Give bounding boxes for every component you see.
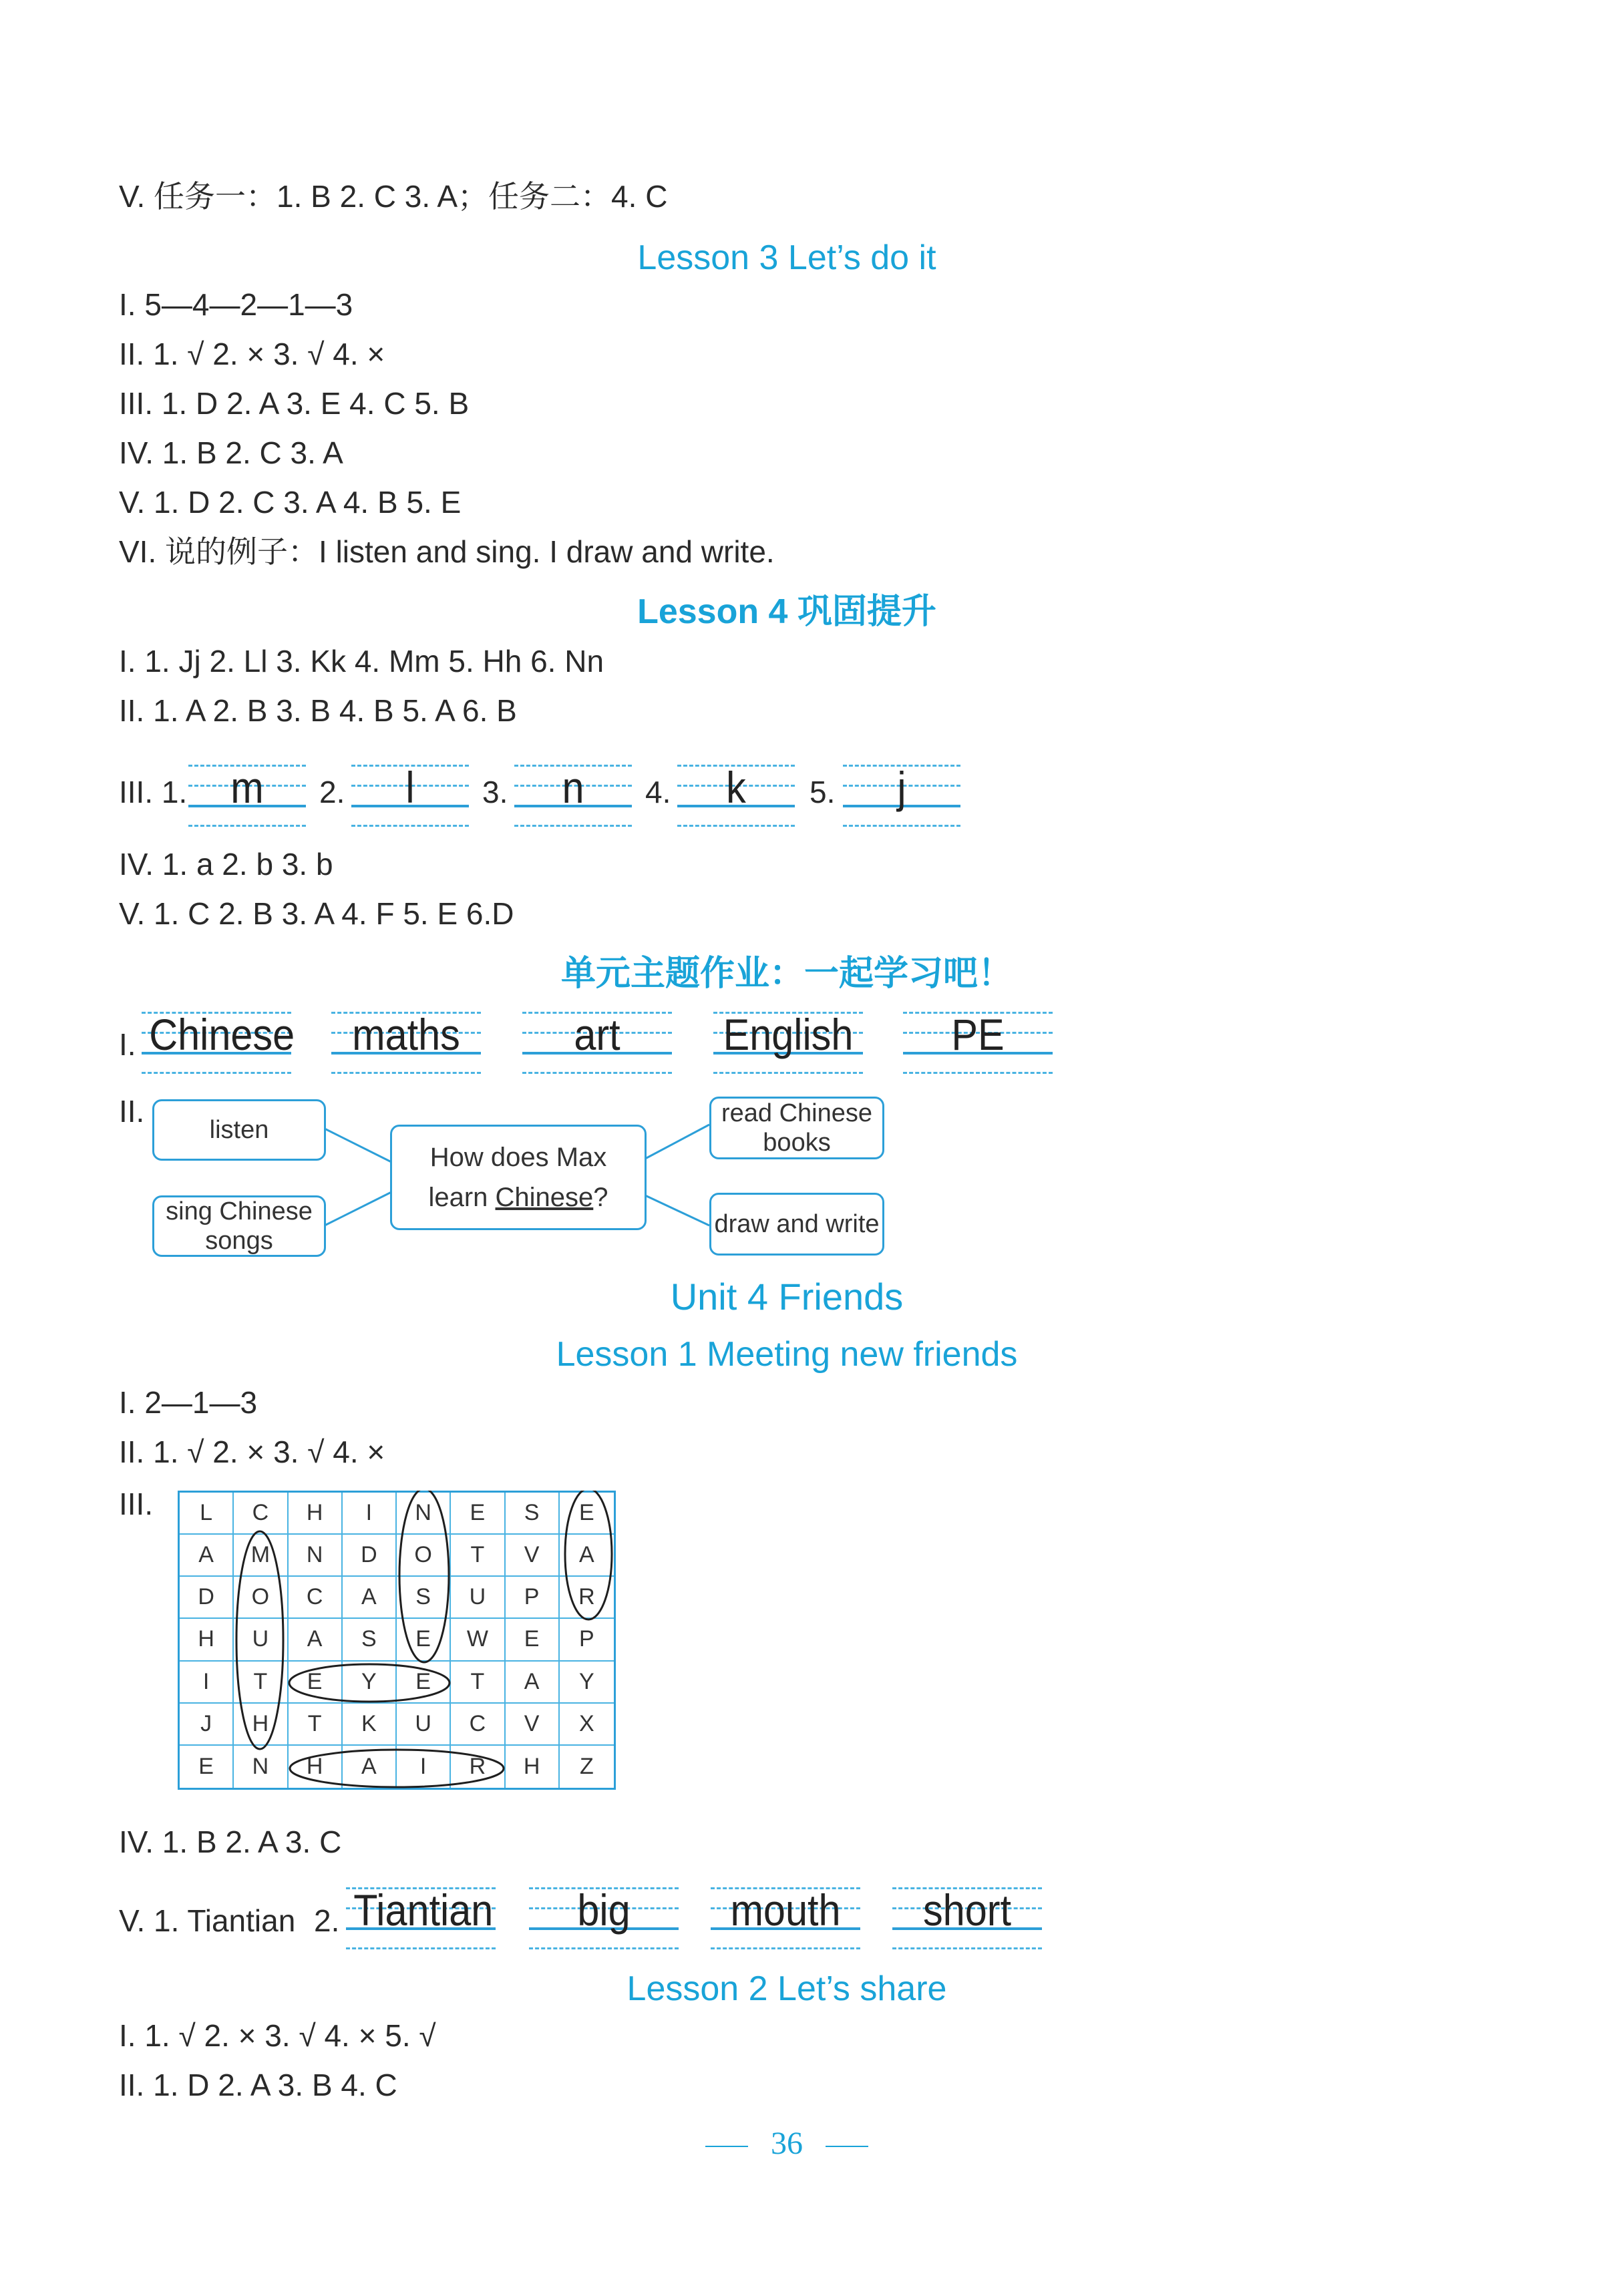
answer-line: IV. 1. a 2. b 3. b — [119, 847, 333, 882]
grid-cell: A — [289, 1619, 343, 1661]
handwriting-line — [346, 1887, 496, 1947]
mindmap-box-draw — [709, 1193, 884, 1256]
handwriting-line — [843, 765, 960, 825]
grid-cell: X — [560, 1704, 614, 1746]
heading-lesson2: Lesson 2 Let’s share — [627, 1969, 947, 2008]
box-text: sing Chinese — [166, 1197, 313, 1225]
heading-lesson3: Lesson 3 Let’s do it — [637, 238, 936, 277]
mindmap-box-read — [709, 1097, 884, 1159]
handwriting-line — [142, 1010, 295, 1072]
answer-line: IV. 1. B 2. A 3. C — [119, 1825, 342, 1859]
handwriting-line — [522, 1012, 672, 1072]
heading-unit-theme: 单元主题作业：一起学习吧！ — [560, 954, 1013, 993]
grid-cell: K — [343, 1704, 397, 1746]
question-number: 3. — [482, 775, 508, 809]
grid-cell: Z — [579, 1753, 594, 1779]
question-number: 5. — [810, 775, 836, 809]
grid-cell: T — [234, 1662, 288, 1704]
grid-cell: I — [397, 1746, 451, 1788]
grid-cell: T — [451, 1662, 505, 1704]
center-text: How does Max — [429, 1143, 607, 1172]
mindmap-box-sing — [152, 1195, 326, 1257]
answer-word: short — [922, 1885, 1012, 1935]
grid-cell: H — [180, 1619, 234, 1661]
subject-word: English — [723, 1010, 854, 1059]
grid-cell: O — [234, 1577, 288, 1619]
grid-cell: E — [506, 1619, 560, 1661]
handwriting-line — [711, 1887, 860, 1947]
grid-cell: S — [397, 1577, 451, 1619]
grid-cell: U — [234, 1619, 288, 1661]
page-number-text: 36 — [771, 2126, 803, 2161]
grid-cell: H — [289, 1746, 343, 1788]
grid-cell: V — [506, 1704, 560, 1746]
heading-unit4: Unit 4 Friends — [670, 1276, 904, 1318]
underlined-word: Chinese — [495, 1183, 594, 1212]
question-label: II. — [119, 1094, 145, 1129]
grid-cell: A — [180, 1535, 234, 1577]
answer-line: I. 1. √ 2. × 3. √ 4. × 5. √ — [119, 2018, 436, 2053]
subject-word: Chinese — [149, 1010, 295, 1059]
grid-cell: T — [289, 1704, 343, 1746]
grid-cell: N — [397, 1493, 451, 1535]
handwriting-line — [188, 765, 306, 825]
box-text: draw and write — [714, 1210, 880, 1238]
grid-cell: L — [180, 1493, 234, 1535]
answer-line: I. 2—1—3 — [119, 1385, 258, 1420]
mindmap-box-listen — [152, 1099, 326, 1161]
handwriting-line — [677, 765, 795, 825]
grid-cell: C — [289, 1577, 343, 1619]
grid-cell: V — [506, 1535, 560, 1577]
grid-cell: E — [397, 1662, 451, 1704]
answer-line: I. 5—4—2—1—3 — [119, 287, 353, 322]
grid-cell: P — [506, 1577, 560, 1619]
grid-cell: H — [506, 1746, 560, 1788]
grid-cell: S — [343, 1619, 397, 1661]
heading-lesson4: Lesson 4 巩固提升 — [637, 592, 936, 631]
question-number: 4. — [645, 775, 671, 809]
answer-line: V. 1. C 2. B 3. A 4. F 5. E 6.D — [119, 896, 514, 931]
grid-cell: W — [451, 1619, 505, 1661]
grid-cell: N — [234, 1746, 288, 1788]
grid-cell: R — [560, 1577, 614, 1619]
grid-cell: N — [289, 1535, 343, 1577]
question-number: 2. — [314, 1903, 340, 1938]
box-text: books — [763, 1129, 831, 1157]
grid-cell: D — [180, 1577, 234, 1619]
handwriting-line — [529, 1887, 679, 1947]
answer-line: V. 1. D 2. C 3. A 4. B 5. E — [119, 485, 462, 520]
subject-word: PE — [951, 1010, 1005, 1059]
box-text: read Chinese — [721, 1099, 873, 1127]
grid-cell: C — [234, 1493, 288, 1535]
answer-line: I. 1. Jj 2. Ll 3. Kk 4. Mm 5. Hh 6. Nn — [119, 644, 604, 679]
answer-line: IV. 1. B 2. C 3. A — [119, 435, 343, 470]
grid-cell: E — [560, 1493, 614, 1535]
connector-line — [325, 1192, 391, 1225]
subject-word: maths — [352, 1010, 460, 1059]
grid-cell: S — [506, 1493, 560, 1535]
word-search-grid — [178, 1491, 616, 1790]
answer-line-v-task: V. 任务一：1. B 2. C 3. A；任务二：4. C — [119, 179, 668, 214]
answer-letter: j — [897, 763, 906, 812]
grid-cell: R — [451, 1746, 505, 1788]
grid-cell: E — [397, 1619, 451, 1661]
grid-cell: A — [506, 1662, 560, 1704]
page-rule-left — [705, 2146, 748, 2147]
question-label: III. 1. — [119, 775, 188, 809]
grid-cell: Y — [343, 1662, 397, 1704]
handwriting-line — [351, 765, 469, 825]
question-number: 2. — [319, 775, 345, 809]
handwriting-line — [331, 1012, 481, 1072]
answer-line: II. 1. A 2. B 3. B 4. B 5. A 6. B — [119, 693, 517, 728]
grid-cell: E — [451, 1493, 505, 1535]
heading-lesson1: Lesson 1 Meeting new friends — [556, 1335, 1018, 1374]
answer-line: II. 1. √ 2. × 3. √ 4. × — [119, 1434, 385, 1469]
answer-line: III. 1. D 2. A 3. E 4. C 5. B — [119, 386, 470, 421]
grid-cell: C — [451, 1704, 505, 1746]
grid-cell: Y — [560, 1662, 614, 1704]
grid-cell: H — [289, 1493, 343, 1535]
question-label: III. — [119, 1487, 154, 1521]
grid-cell: M — [234, 1535, 288, 1577]
grid-cell: D — [343, 1535, 397, 1577]
handwriting-line — [903, 1012, 1053, 1072]
grid-cell: E — [289, 1662, 343, 1704]
grid-cell: A — [343, 1746, 397, 1788]
handwriting-line — [713, 1012, 863, 1072]
handwriting-line — [514, 765, 632, 825]
connector-line — [645, 1125, 709, 1159]
answer-line: VI. 说的例子：I listen and sing. I draw and write. — [119, 534, 775, 569]
answer-letter: k — [726, 763, 746, 812]
grid-cell: O — [397, 1535, 451, 1577]
answer-word: Tiantian — [353, 1885, 494, 1935]
answer-word: mouth — [730, 1885, 841, 1935]
subject-word: art — [574, 1010, 620, 1059]
grid-cell: I — [180, 1662, 234, 1704]
answer-letter: l — [405, 763, 415, 812]
answer-letter: n — [562, 763, 584, 812]
question-label: V. 1. Tiantian — [119, 1903, 296, 1938]
handwriting-line — [892, 1887, 1042, 1947]
answer-letter: m — [230, 763, 264, 812]
grid-cell: E — [180, 1746, 234, 1788]
page-number — [0, 2124, 1574, 2164]
center-text-line2: learn Chinese? — [428, 1183, 608, 1212]
grid-cell: H — [234, 1704, 288, 1746]
answer-line: II. 1. D 2. A 3. B 4. C — [119, 2068, 397, 2102]
connector-line — [645, 1195, 709, 1225]
answer-word: big — [577, 1885, 631, 1935]
grid-cell: P — [560, 1619, 614, 1661]
grid-cell: A — [560, 1535, 614, 1577]
answer-line: II. 1. √ 2. × 3. √ 4. × — [119, 337, 385, 371]
grid-cell: A — [343, 1577, 397, 1619]
grid-cell: U — [397, 1704, 451, 1746]
box-text: listen — [209, 1116, 269, 1144]
question-label: I. — [119, 1027, 136, 1062]
grid-cell: T — [451, 1535, 505, 1577]
grid-cell: J — [180, 1704, 234, 1746]
grid-cell: U — [451, 1577, 505, 1619]
mindmap-center-box — [390, 1125, 647, 1230]
page-rule-right — [826, 2146, 868, 2147]
box-text: songs — [205, 1227, 273, 1255]
grid-cell: I — [343, 1493, 397, 1535]
connector-line — [325, 1129, 391, 1162]
